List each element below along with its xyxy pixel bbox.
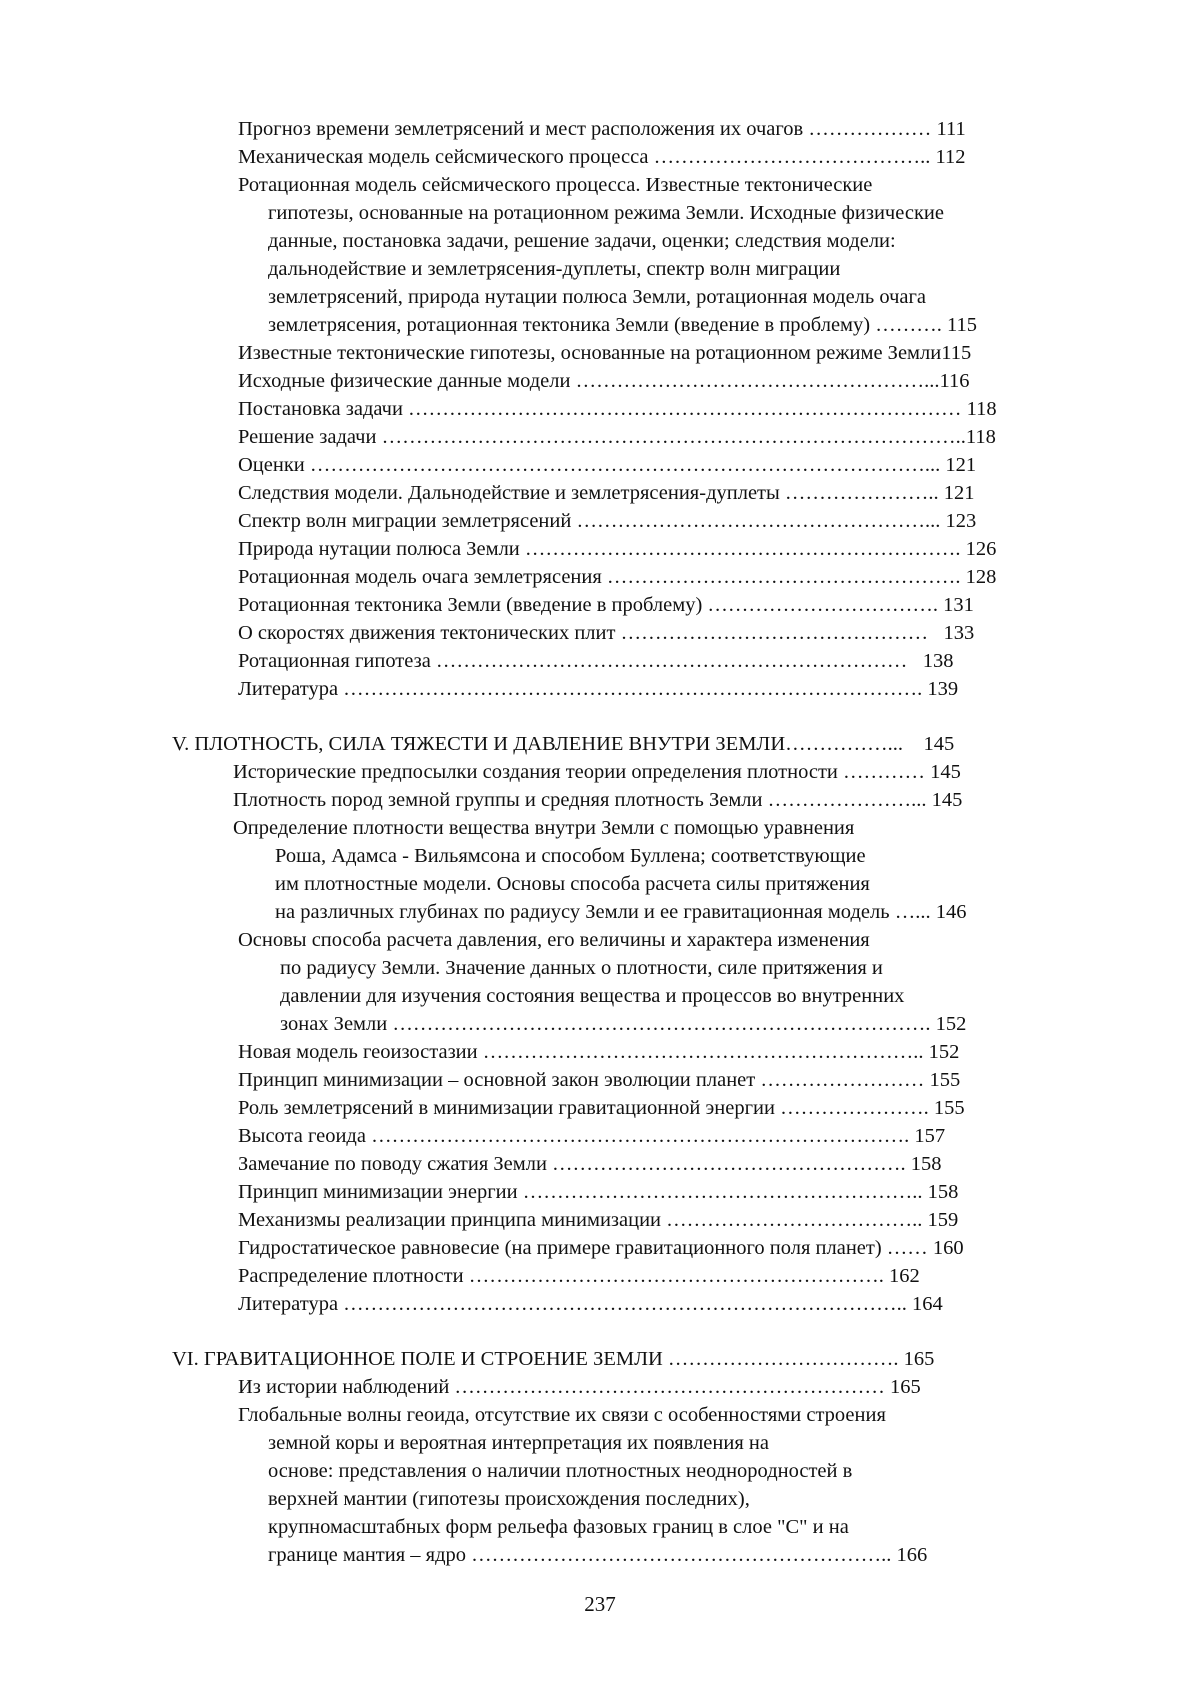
toc-line: основе: представления о наличии плотностных неоднородностей в (268, 1460, 853, 1482)
toc-line: V. ПЛОТНОСТЬ, СИЛА ТЯЖЕСТИ И ДАВЛЕНИЕ ВНУТРИ ЗЕМЛИ……………... 145 (172, 733, 955, 755)
toc-line: Определение плотности вещества внутри Земли с помощью уравнения (233, 817, 855, 839)
toc-line: им плотностные модели. Основы способа расчета силы притяжения (275, 873, 870, 895)
toc-line: давлении для изучения состояния вещества и процессов во внутренних (280, 985, 905, 1007)
toc-line: Постановка задачи ……………………………………………………………………… 118 (238, 398, 997, 420)
toc-line: Роша, Адамса - Вильямсона и способом Буллена; соответствующие (275, 845, 866, 867)
toc-line: Литература …………………………………………………………………………. 139 (238, 678, 959, 700)
toc-line: Спектр волн миграции землетрясений ……………………………………………... 123 (238, 510, 977, 532)
toc-line: дальнодействие и землетрясения-дуплеты, спектр волн миграции (268, 258, 841, 280)
toc-line: О скоростях движения тектонических плит ……………………………………… 133 (238, 622, 975, 644)
toc-line: Механическая модель сейсмического процесса ………………………………….. 112 (238, 146, 966, 168)
toc-line: на различных глубинах по радиусу Земли и ее гравитационная модель …... 146 (275, 901, 967, 923)
toc-line: Роль землетрясений в минимизации гравитационной энергии …………………. 155 (238, 1097, 965, 1119)
toc-line: Литература ……………………………………………………………………….. 164 (238, 1293, 943, 1315)
toc-line: Принцип минимизации – основной закон эволюции планет …………………… 155 (238, 1069, 961, 1091)
toc-line: Исходные физические данные модели ……………………………………………...116 (238, 370, 970, 392)
toc-line: землетрясений, природа нутации полюса Земли, ротационная модель очага (268, 286, 927, 308)
toc-line: границе мантия – ядро …………………………………………………….. 166 (268, 1544, 928, 1566)
toc-line: верхней мантии (гипотезы происхождения последних), (268, 1488, 750, 1510)
toc-line: Высота геоида ……………………………………………………………………. 157 (238, 1125, 946, 1147)
toc-line: Гидростатическое равновесие (на примере гравитационного поля планет) …… 160 (238, 1237, 964, 1259)
toc-line: Природа нутации полюса Земли ………………………………………………………. 126 (238, 538, 997, 560)
toc-line: Ротационная модель очага землетрясения ……………………………………………. 128 (238, 566, 997, 588)
toc-line: Замечание по поводу сжатия Земли ……………………………………………. 158 (238, 1153, 942, 1175)
toc-line: Известные тектонические гипотезы, основанные на ротационном режиме Земли115 (238, 342, 972, 364)
toc-line: землетрясения, ротационная тектоника Земли (введение в проблему) ………. 115 (268, 314, 977, 336)
toc-line: Следствия модели. Дальнодействие и землетрясения-дуплеты ………………….. 121 (238, 482, 975, 504)
toc-line: зонах Земли ……………………………………………………………………. 152 (280, 1013, 967, 1035)
toc-line: гипотезы, основанные на ротационном режима Земли. Исходные физические (268, 202, 944, 224)
toc-line: Механизмы реализации принципа минимизации ……………………………….. 159 (238, 1209, 959, 1231)
toc-line: Решение задачи …………………………………………………………………………..118 (238, 426, 996, 448)
toc-line: Плотность пород земной группы и средняя плотность Земли …………………... 145 (233, 789, 963, 811)
toc-line: Распределение плотности ……………………………………………………. 162 (238, 1265, 920, 1287)
toc-line: Принцип минимизации энергии ………………………………………………….. 158 (238, 1181, 959, 1203)
toc-line: Ротационная гипотеза …………………………………………………………… 138 (238, 650, 954, 672)
toc-line: крупномасштабных форм рельефа фазовых границ в слое "C" и на (268, 1516, 849, 1538)
toc-line: Глобальные волны геоида, отсутствие их связи с особенностями строения (238, 1404, 886, 1426)
toc-line: Новая модель геоизостазии ……………………………………………………….. 152 (238, 1041, 960, 1063)
toc-line: Из истории наблюдений ……………………………………………………… 165 (238, 1376, 921, 1398)
toc-line: VI. ГРАВИТАЦИОННОЕ ПОЛЕ И СТРОЕНИЕ ЗЕМЛИ ……………………………. 165 (172, 1348, 935, 1370)
toc-line: Оценки ………………………………………………………………………………... 121 (238, 454, 977, 476)
toc-line: Основы способа расчета давления, его величины и характера изменения (238, 929, 870, 951)
toc-line: Ротационная тектоника Земли (введение в проблему) ……………………………. 131 (238, 594, 974, 616)
page-number: 237 (584, 1592, 616, 1616)
toc-line: земной коры и вероятная интерпретация их появления на (268, 1432, 769, 1454)
toc-line: Ротационная модель сейсмического процесса. Известные тектонические (238, 174, 873, 196)
toc-line: Исторические предпосылки создания теории определения плотности ………… 145 (233, 761, 961, 783)
toc-line: по радиусу Земли. Значение данных о плотности, силе притяжения и (280, 957, 883, 979)
toc-line: данные, постановка задачи, решение задачи, оценки; следствия модели: (268, 230, 896, 252)
toc-line: Прогноз времени землетрясений и мест расположения их очагов ……………… 111 (238, 118, 966, 140)
